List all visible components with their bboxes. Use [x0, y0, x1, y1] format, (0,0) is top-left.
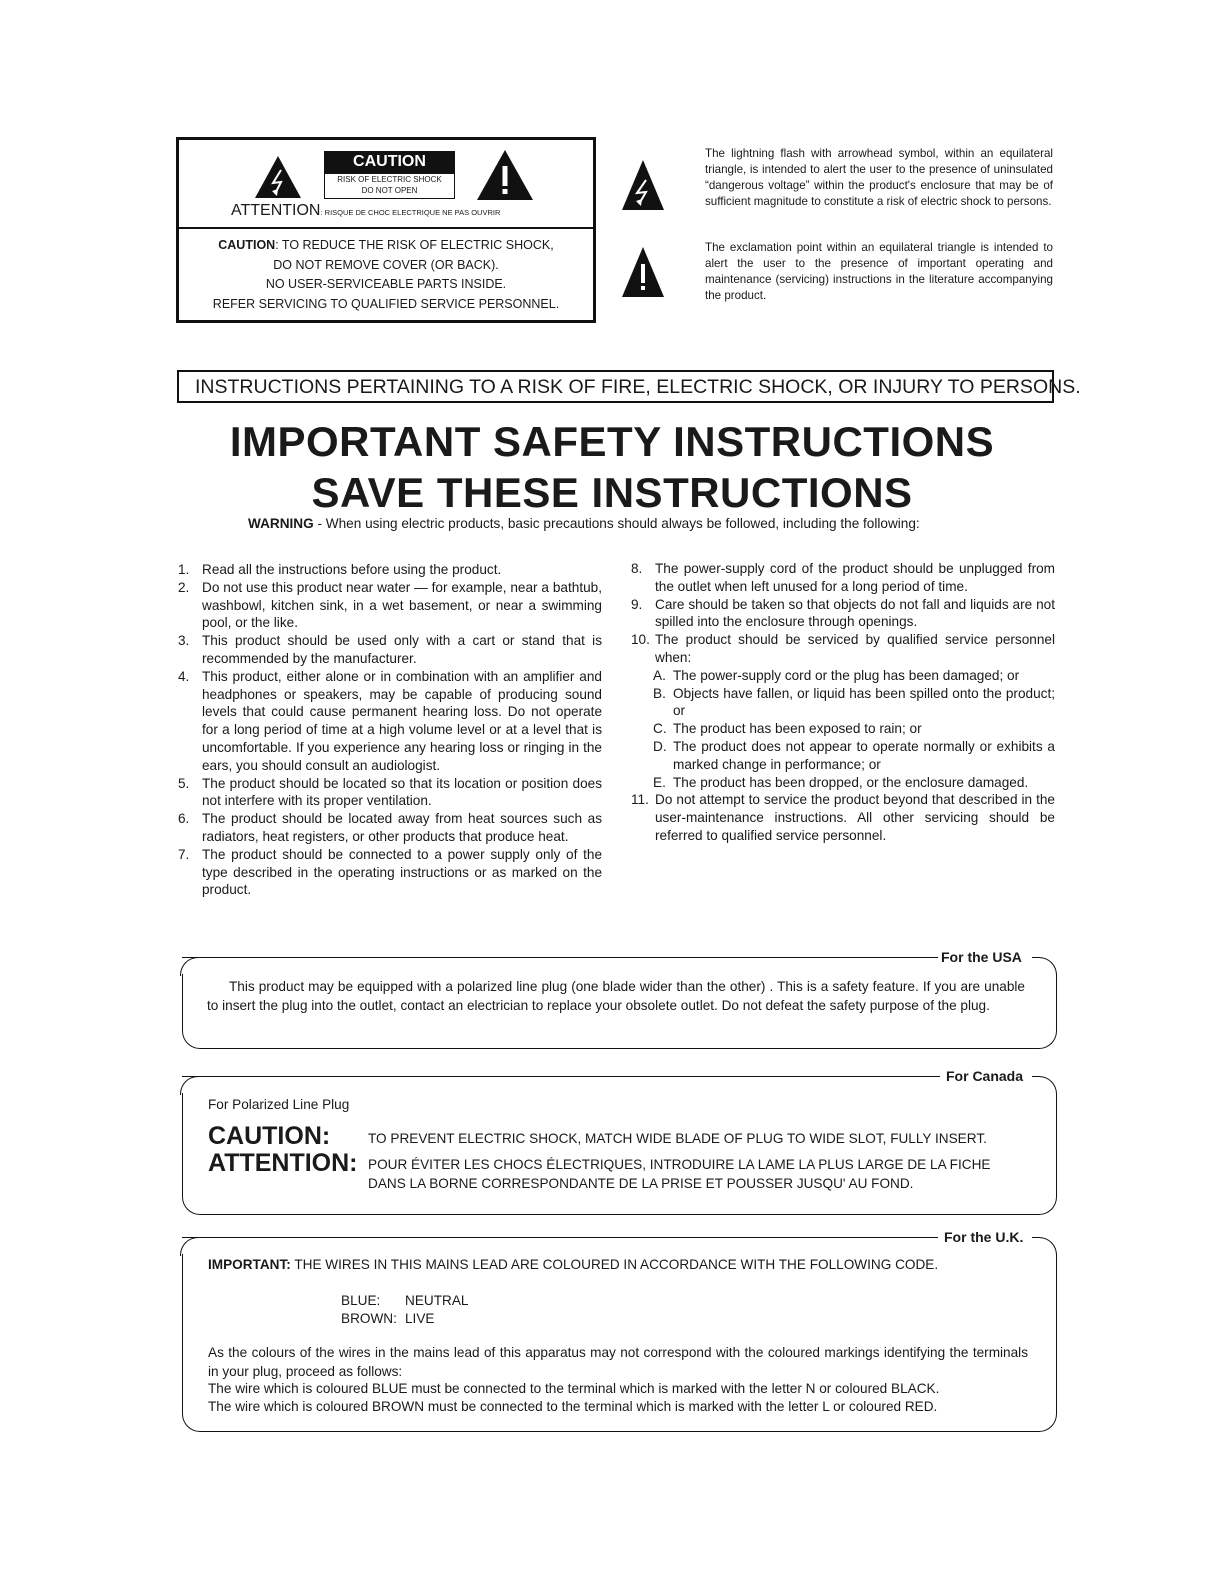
service-condition-item-text: The product does not appear to operate normally or exhibits a marked change in performance; or — [673, 738, 1055, 772]
attention-word: ATTENTION — [231, 202, 321, 219]
service-condition-item-number: A. — [653, 667, 666, 683]
uk-paragraph-2: The wire which is coloured BLUE must be connected to the terminal which is marked with the letter N or coloured BLACK. — [208, 1381, 940, 1396]
instruction-item — [631, 791, 1055, 844]
instruction-item-text: This product, either alone or in combination with an amplifier and headphones or speakers, may be capable of producing sound levels that could cause permanent hearing loss. Do not operate for a long period of time at a high volume level or at a level that is uncomfortable. If you experience any hearing loss or ringing in the ears, you should consult an audiologist. — [202, 668, 602, 773]
attention-line — [231, 202, 500, 220]
service-condition-item-number: B. — [653, 685, 666, 701]
canada-subtitle: For Polarized Line Plug — [208, 1097, 350, 1112]
service-condition-item — [653, 685, 1055, 721]
warning-line — [248, 516, 920, 531]
instruction-item — [631, 560, 1055, 596]
instruction-item — [178, 561, 602, 579]
instruction-item — [178, 579, 602, 632]
canada-attention-text-1: POUR ÉVITER LES CHOCS ÉLECTRIQUES, INTRODUIRE LA LAME LA PLUS LARGE DE LA FICHE — [368, 1157, 991, 1172]
instruction-item — [631, 631, 1055, 667]
instruction-item-text: The power-supply cord of the product should be unplugged from the outlet when left unused for a long period of time. — [655, 561, 1055, 594]
instruction-item-text: Do not use this product near water — for example, near a bathtub, washbowl, kitchen sink, in a wet basement, or near a swimming pool, or the like. — [202, 579, 602, 631]
uk-important-line — [208, 1256, 938, 1275]
caution-line-3: NO USER-SERVICEABLE PARTS INSIDE. — [265, 277, 507, 291]
instruction-item-number: 10. — [631, 632, 650, 648]
instruction-item-text: Do not attempt to service the product beyond that described in the user-maintenance instructions. All other servicing should be referred to qualified service personnel. — [655, 792, 1055, 843]
caution-line-4: REFER SERVICING TO QUALIFIED SERVICE PERSONNEL. — [212, 296, 560, 311]
canada-caution-label: CAUTION: — [208, 1122, 331, 1150]
usa-divider — [182, 957, 938, 958]
instruction-item-number: 9. — [631, 596, 643, 612]
instruction-item-text: This product should be used only with a cart or stand that is recommended by the manufacturer. — [202, 633, 602, 666]
service-condition-item-text: The power-supply cord or the plug has been damaged; or — [673, 667, 1020, 683]
instruction-item — [178, 775, 602, 811]
canada-attention-label: ATTENTION: — [208, 1149, 358, 1177]
instruction-item-text: Care should be taken so that objects do not fall and liquids are not spilled into the enclosure through openings. — [655, 596, 1055, 630]
caution-body-line-1 — [179, 236, 593, 256]
service-condition-item-text: The product has been exposed to rain; or — [673, 721, 922, 737]
uk-important-text: THE WIRES IN THIS MAINS LEAD ARE COLOURED IN ACCORDANCE WITH THE FOLLOWING CODE. — [290, 1257, 939, 1272]
shock-warning — [324, 173, 455, 199]
shock-line-1: RISK OF ELECTRIC SHOCK — [337, 175, 442, 184]
instruction-item-number: 4. — [178, 668, 190, 684]
service-condition-item-number: D. — [653, 738, 667, 754]
service-condition-item-text: Objects have fallen, or liquid has been spilled onto the product; or — [673, 685, 1055, 719]
service-conditions-list — [631, 667, 1055, 792]
instruction-item-number: 6. — [178, 811, 190, 827]
instruction-item-text: Read all the instructions before using the product. — [202, 562, 502, 577]
canada-tag: For Canada — [946, 1068, 1024, 1084]
service-condition-item-number: C. — [653, 721, 667, 737]
lightning-description: The lightning flash with arrowhead symbol, within an equilateral triangle, is intended to alert the user to the presence of uninsulated “dangerous voltage” within the product's enclosure that may be of sufficient magnitude to constitute a risk of electric shock to persons. — [705, 147, 1053, 208]
exclamation-description: The exclamation point within an equilateral triangle is intended to alert the user to the presence of important operating and maintenance (servicing) instructions in the literature accompanying the product. — [705, 241, 1053, 302]
instructions-left-column — [178, 561, 602, 899]
instruction-item — [178, 810, 602, 846]
instruction-item — [178, 846, 602, 899]
attention-french: : RISQUE DE CHOC ELECTRIQUE NE PAS OUVRIR — [320, 208, 501, 217]
usa-text: This product may be equipped with a polarized line plug (one blade wider than the other) . This is a safety feature. If you are unable to insert the plug into the outlet, contact an electrician to replace your obsolete outlet. Do not defeat the safety purpose of the plug. — [207, 979, 1025, 1013]
lightning-symbol-icon — [622, 160, 664, 210]
instruction-item — [178, 668, 602, 775]
instruction-item-number: 11. — [631, 792, 649, 808]
instruction-item-number: 8. — [631, 561, 643, 576]
instruction-item-text: The product should be serviced by qualified service personnel when: — [655, 632, 1055, 665]
uk-divider — [182, 1237, 938, 1238]
uk-brown-label: BROWN: — [341, 1311, 397, 1326]
caution-line-1: : TO REDUCE THE RISK OF ELECTRIC SHOCK, — [275, 238, 554, 252]
fire-header: INSTRUCTIONS PERTAINING TO A RISK OF FIRE, ELECTRIC SHOCK, OR INJURY TO PERSONS. — [177, 370, 1054, 403]
warning-label: WARNING — [248, 516, 314, 531]
service-condition-item-text: The product has been dropped, or the enclosure damaged. — [673, 774, 1029, 790]
uk-paragraph-3: The wire which is coloured BROWN must be connected to the terminal which is marked with the letter L or coloured RED. — [208, 1399, 938, 1414]
uk-paragraph-1: As the colours of the wires in the mains lead of this apparatus may not correspond with the coloured markings identifying the terminals in your plug, proceed as follows: — [208, 1345, 1028, 1379]
service-condition-item — [653, 667, 1055, 685]
shock-line-2: DO NOT OPEN — [361, 186, 418, 195]
uk-tag: For the U.K. — [944, 1229, 1024, 1245]
page-title: IMPORTANT SAFETY INSTRUCTIONS — [229, 418, 995, 465]
warning-text: - When using electric products, basic precautions should always be followed, including the following: — [313, 516, 920, 531]
instruction-item-number: 2. — [178, 579, 190, 595]
exclamation-triangle-icon — [477, 150, 533, 200]
instruction-item-text: The product should be connected to a power supply only of the type described in the operating instructions or as marked on the product. — [202, 846, 602, 898]
instruction-item-number: 7. — [178, 846, 190, 862]
instructions-right-column — [631, 560, 1055, 845]
usa-tag: For the USA — [941, 949, 1022, 965]
caution-label: CAUTION — [324, 151, 455, 173]
service-condition-item — [653, 738, 1055, 774]
service-condition-item-number: E. — [653, 774, 666, 790]
exclamation-symbol-icon — [622, 247, 664, 297]
page-subtitle: SAVE THESE INSTRUCTIONS — [311, 469, 913, 516]
instruction-item-number: 1. — [178, 562, 190, 577]
canada-divider — [182, 1076, 940, 1077]
caution-box — [176, 137, 596, 323]
instruction-item — [631, 596, 1055, 632]
service-condition-item — [653, 774, 1055, 792]
instruction-item-number: 5. — [178, 775, 190, 791]
uk-blue-label: BLUE: — [341, 1293, 381, 1308]
uk-blue-value: NEUTRAL — [405, 1293, 469, 1308]
service-condition-item — [653, 720, 1055, 738]
caution-box-header — [179, 140, 593, 229]
canada-attention-text-2: DANS LA BORNE CORRESPONDANTE DE LA PRISE ET POUSSER JUSQU' AU FOND. — [368, 1176, 914, 1191]
uk-important-label: IMPORTANT: — [208, 1257, 291, 1272]
uk-brown-value: LIVE — [405, 1311, 435, 1326]
instruction-item-text: The product should be located so that its location or position does not interfere with its proper ventilation. — [202, 775, 602, 809]
caution-body — [179, 236, 593, 314]
caution-prefix: CAUTION — [218, 238, 276, 252]
instruction-item-text: The product should be located away from heat sources such as radiators, heat registers, or other products that produce heat. — [202, 811, 602, 844]
instruction-item — [178, 632, 602, 668]
caution-line-2: DO NOT REMOVE COVER (OR BACK). — [273, 257, 499, 272]
instruction-item-number: 3. — [178, 633, 190, 649]
lightning-triangle-icon — [255, 156, 301, 198]
canada-caution-text: TO PREVENT ELECTRIC SHOCK, MATCH WIDE BLADE OF PLUG TO WIDE SLOT, FULLY INSERT. — [368, 1131, 987, 1146]
